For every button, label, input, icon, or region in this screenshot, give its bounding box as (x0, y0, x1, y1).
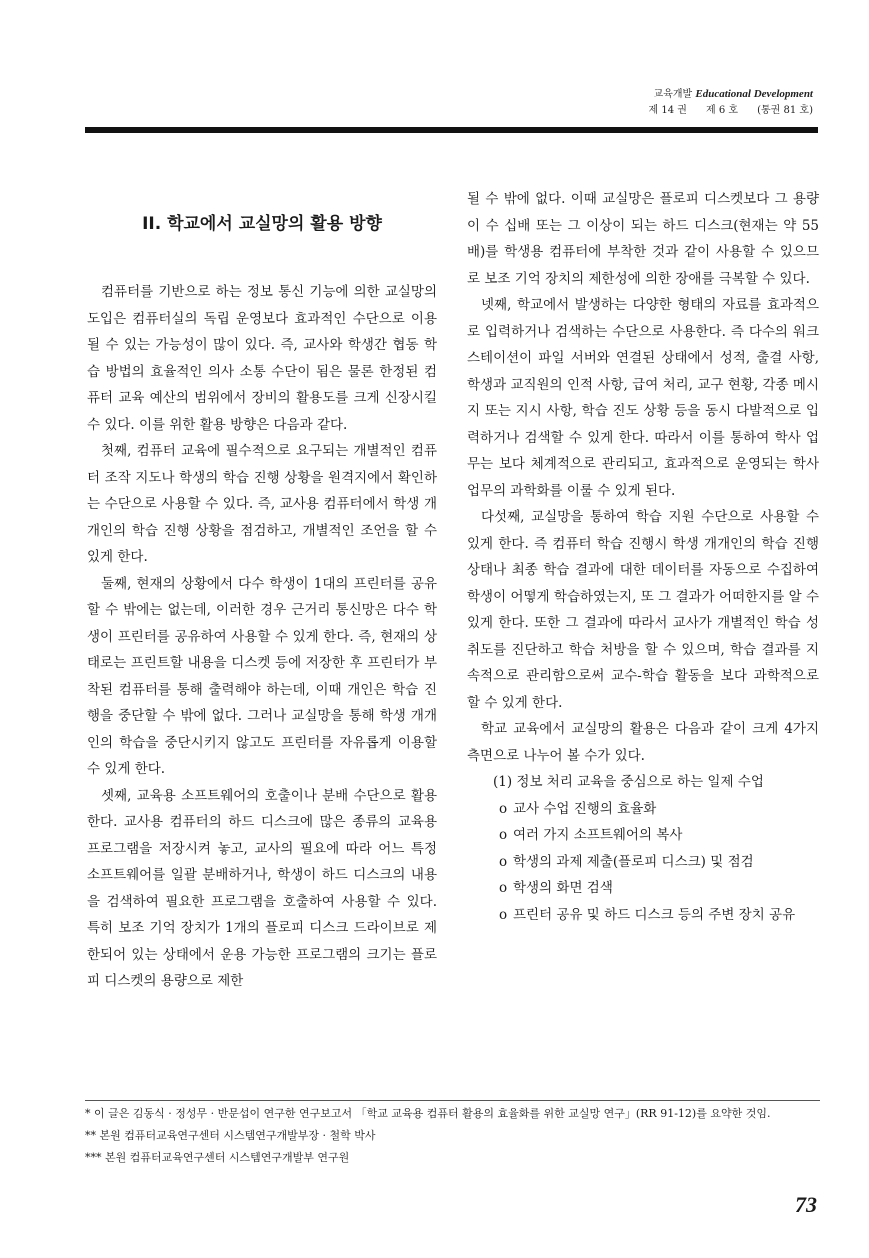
journal-title-en: Educational Development (695, 88, 813, 100)
journal-header (513, 86, 813, 119)
header-rule (85, 127, 818, 133)
journal-serial: (통권 81 호) (757, 105, 813, 116)
right-paragraph-2: 넷째, 학교에서 발생하는 다양한 형태의 자료를 효과적으로 입력하거나 검색하는 수단으로 사용한다. 즉 다수의 워크스테이션이 파일 서버와 연결된 상태에서 성적, 출결 사항, 학생과 교직원의 인적 사항, 급여 처리, 교구 현황, 각종 메시지 또는 지시 사항, 학습 진도 상황 등을 동시 다발적으로 입력하거나 검색할 수 있게 한다. 따라서 이를 통하여 학사 업무는 보다 체계적으로 관리되고, 효과적으로 운영되는 학사 업무의 과학화를 이룰 수 있게 된다. (467, 297, 819, 499)
footnote-2: ** 본원 컴퓨터교육연구센터 시스템연구개발부장 · 철학 박사 (85, 1129, 376, 1142)
right-paragraph-1: 될 수 밖에 없다. 이때 교실망은 플로피 디스켓보다 그 용량이 수 십배 또는 그 이상이 되는 하드 디스크(현재는 약 55배)를 학생용 컴퓨터에 부착한 것과 같이 사용할 수 있으므로 보조 기억 장치의 제한성에 의한 장애를 극복할 수 있다. (467, 191, 819, 287)
right-paragraph-4: 학교 교육에서 교실망의 활용은 다음과 같이 크게 4가지 측면으로 나누어 볼 수가 있다. (467, 721, 819, 764)
journal-issue: 제 6 호 (706, 105, 739, 116)
list-item: o 학생의 과제 제출(플로피 디스크) 및 점검 (467, 849, 819, 876)
usage-list (467, 796, 819, 929)
right-paragraph-3: 다섯째, 교실망을 통하여 학습 지원 수단으로 사용할 수 있게 한다. 즉 컴퓨터 학습 진행시 학생 개개인의 학습 진행 상태나 최종 학습 결과에 대한 데이터를 자동으로 수집하여 학생이 어떻게 학습하였는지, 또 그 결과가 어떠한지를 알 수 있게 한다. 또한 그 결과에 따라서 교사가 개별적인 학습 성취도를 진단하고 학습 처방을 할 수 있으며, 학습 결과를 지속적으로 관리함으로써 교수-학습 활동을 보다 과학적으로 할 수 있게 한다. (467, 509, 819, 711)
list-item: o 교사 수업 진행의 효율화 (467, 796, 819, 823)
left-column (87, 194, 437, 995)
left-paragraph-2: 첫째, 컴퓨터 교육에 필수적으로 요구되는 개별적인 컴퓨터 조작 지도나 학생의 학습 진행 상황을 원격지에서 확인하는 수단으로 사용할 수 있다. 즉, 교사용 컴퓨터에서 학생 개개인의 학습 진행 상황을 점검하고, 개별적인 조언을 할 수 있게 한다. (87, 443, 437, 565)
list-heading: (1) 정보 처리 교육을 중심으로 하는 일제 수업 (493, 774, 764, 790)
bullet-icon: o (499, 800, 508, 817)
bullet-icon: o (499, 880, 508, 896)
page-number: 73 (795, 1192, 817, 1217)
left-paragraph-4: 셋째, 교육용 소프트웨어의 호출이나 분배 수단으로 활용한다. 교사용 컴퓨터의 하드 디스크에 많은 종류의 교육용 프로그램을 저장시켜 놓고, 교사의 필요에 따라 어느 특정 소프트웨어를 일괄 분배하거나, 학생이 하드 디스크의 내용을 검색하여 필요한 프로그램을 호출하여 사용할 수 있다. 특히 보조 기억 장치가 1개의 플로피 디스크 드라이브로 제한되어 있는 상태에서 운용 가능한 프로그램의 크기는 플로피 디스켓의 용량으로 제한 (87, 787, 437, 989)
journal-title-row (513, 86, 813, 103)
footnotes (85, 1100, 820, 1169)
footnote-3: *** 본원 컴퓨터교육연구센터 시스템연구개발부 연구원 (85, 1151, 350, 1164)
left-paragraph-3: 둘째, 현재의 상황에서 다수 학생이 1대의 프린터를 공유할 수 밖에는 없는데, 이러한 경우 근거리 통신망은 다수 학생이 프린터를 공유하여 사용할 수 있게 한다. 즉, 현재의 상태로는 프린트할 내용을 디스켓 등에 저장한 후 프린터가 부착된 컴퓨터를 통해 출력해야 하는데, 이때 개인은 학습 진행을 중단할 수 밖에 없다. 그러나 교실망을 통해 학생 개개인의 학습을 중단시키지 않고도 프린터를 자유롭게 이용할 수 있게 한다. (87, 575, 437, 777)
footnote-1: * 이 글은 김동식 · 정성무 · 반문섭이 연구한 연구보고서 「학교 교육용 컴퓨터 활용의 효율화를 위한 교실망 연구」(RR 91-12)를 요약한 것임. (85, 1107, 771, 1120)
bullet-icon: o (499, 906, 508, 923)
section-title: II. 학교에서 교실망의 활용 방향 (142, 214, 382, 234)
left-paragraph-1: 컴퓨터를 기반으로 하는 정보 통신 기능에 의한 교실망의 도입은 컴퓨터실의 독립 운영보다 효과적인 수단으로 이용될 수 있는 가능성이 많이 있다. 즉, 교사와 학생간 협동 학습 방법의 효율적인 의사 소통 수단이 됨은 물론 한정된 컴퓨터 교육 예산의 범위에서 장비의 활용도를 크게 신장시킬 수 있다. 이를 위한 활용 방향은 다음과 같다. (87, 284, 437, 433)
right-column (467, 186, 819, 928)
journal-volume: 제 14 권 (648, 105, 687, 116)
bullet-icon: o (499, 827, 508, 843)
list-item: o 여러 가지 소프트웨어의 복사 (467, 822, 819, 849)
list-item: o 프린터 공유 및 하드 디스크 등의 주변 장치 공유 (467, 902, 819, 929)
bullet-icon: o (499, 853, 508, 870)
journal-issue-row (513, 103, 813, 119)
journal-title-ko: 교육개발 (653, 89, 693, 100)
list-item: o 학생의 화면 검색 (467, 875, 819, 902)
